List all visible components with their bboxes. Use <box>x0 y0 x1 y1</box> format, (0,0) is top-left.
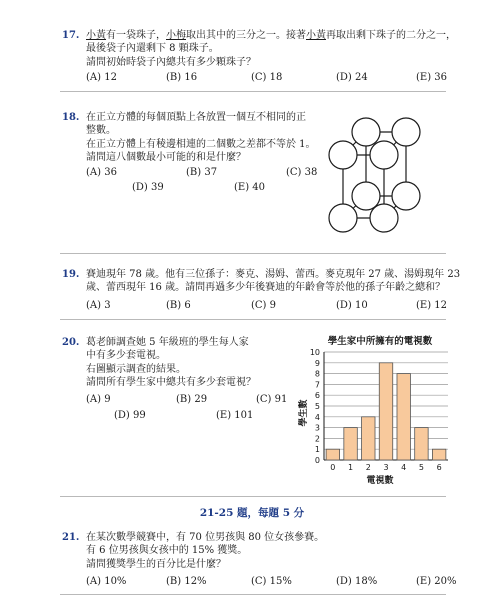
divider <box>60 91 446 92</box>
question-line: 葛老師調查她 5 年級班的學生每人家 <box>86 337 249 348</box>
question-text <box>86 268 460 295</box>
y-tick-label: 3 <box>314 423 320 433</box>
question-number: 20. <box>62 337 80 348</box>
option-e[interactable]: (E) 36 <box>416 72 448 83</box>
vertex-circle <box>392 182 420 210</box>
question-line: 整數。 <box>86 125 116 137</box>
y-tick-label: 5 <box>314 402 320 411</box>
x-tick-label: 4 <box>401 463 407 472</box>
option-c[interactable]: (C) 18 <box>251 72 283 83</box>
question-number: 17. <box>62 30 80 41</box>
option-a[interactable]: (A) 36 <box>86 167 117 178</box>
y-tick-label: 2 <box>314 434 320 444</box>
question-line: 有 6 位男孩與女孩中的 15% 獲獎。 <box>86 545 248 557</box>
vertex-circle <box>392 118 420 146</box>
option-d[interactable]: (D) 39 <box>132 182 164 193</box>
vertex-circle <box>329 204 357 232</box>
question-number: 18. <box>62 112 80 123</box>
question-text <box>86 336 256 390</box>
bar <box>362 417 375 460</box>
question-line: 右圖顯示調查的結果。 <box>86 363 186 375</box>
x-tick-label: 3 <box>383 463 389 472</box>
option-e[interactable]: (E) 40 <box>234 182 266 193</box>
bar <box>432 449 445 460</box>
chart-title: 學生家中所擁有的電視數 <box>327 336 433 347</box>
option-d[interactable]: (D) 18% <box>336 576 378 587</box>
option-b[interactable]: (B) 29 <box>176 394 208 405</box>
question-line: 請問初始時袋子內總共有多少顆珠子？ <box>86 56 256 68</box>
option-c[interactable]: (C) 9 <box>251 300 276 311</box>
option-c[interactable]: (C) 91 <box>256 394 288 405</box>
question-line: 請問這八個數最小可能的和是什麼？ <box>86 152 246 164</box>
x-tick-label: 6 <box>436 463 442 472</box>
chart-ylabel: 學生數 <box>299 399 309 427</box>
option-a[interactable]: (A) 10% <box>86 576 127 587</box>
bar <box>344 428 357 460</box>
option-e[interactable]: (E) 20% <box>416 576 457 587</box>
question-line: 請問獲獎學生的百分比是什麼？ <box>86 558 226 570</box>
x-tick-label: 2 <box>365 463 371 472</box>
bar <box>379 363 392 460</box>
bar <box>415 428 428 460</box>
x-tick-label: 0 <box>330 463 336 472</box>
option-a[interactable]: (A) 3 <box>86 300 111 311</box>
y-tick-label: 9 <box>314 358 320 368</box>
question-line: 中有多少套電視。 <box>86 350 166 362</box>
question-number: 19. <box>62 269 80 280</box>
question-line: 在某次數學競賽中，有 70 位男孩與 80 位女孩參賽。 <box>86 532 325 543</box>
option-d[interactable]: (D) 24 <box>336 72 368 83</box>
question-text <box>86 531 324 571</box>
tv-count-bar-chart <box>280 330 470 490</box>
divider <box>60 319 446 320</box>
x-tick-label: 5 <box>418 463 424 472</box>
question-line: 請問所有學生家中總共有多少套電視？ <box>86 377 256 389</box>
option-b[interactable]: (B) 16 <box>166 72 198 83</box>
vertex-circle <box>352 118 380 146</box>
option-a[interactable]: (A) 12 <box>86 72 117 83</box>
y-tick-label: 4 <box>314 412 320 422</box>
y-tick-label: 0 <box>314 456 320 465</box>
divider <box>60 253 446 254</box>
divider <box>60 594 446 595</box>
question-line: 最後袋子內還剩下 8 顆珠子。 <box>86 43 219 55</box>
option-b[interactable]: (B) 12% <box>166 576 207 587</box>
question-line: 賽迪現年 78 歲。他有三位孫子：麥克、湯姆、蕾西。麥克現年 27 歲、湯姆現年 23 <box>86 269 461 280</box>
y-tick-label: 10 <box>309 348 320 357</box>
option-e[interactable]: (E) 101 <box>216 410 254 421</box>
question-line: 小黃有一袋珠子，小梅取出其中的三分之一。接著小黃再取出剩下珠子的二分之一， <box>86 30 456 41</box>
y-tick-label: 6 <box>314 391 320 401</box>
section-header: 21-25 題，每題 5 分 <box>199 507 305 519</box>
divider <box>60 496 446 497</box>
question-line: 在正立方體上有稜邊相連的二個數之差都不等於 1。 <box>86 138 316 150</box>
vertex-circle <box>370 141 398 169</box>
question-text <box>86 29 456 69</box>
option-d[interactable]: (D) 99 <box>114 410 146 421</box>
question-line: 在正立方體的每個頂點上各放置一個互不相同的正 <box>86 112 306 123</box>
option-d[interactable]: (D) 10 <box>336 300 368 311</box>
option-c[interactable]: (C) 15% <box>251 576 292 587</box>
y-tick-label: 7 <box>314 380 320 390</box>
x-tick-label: 1 <box>348 463 354 472</box>
question-line: 歲、蕾西現年 16 歲。請問再過多少年後賽迪的年齡會等於他的孫子年齡之總和？ <box>86 282 446 294</box>
option-a[interactable]: (A) 9 <box>86 394 111 405</box>
y-tick-label: 1 <box>314 445 320 455</box>
bar <box>397 374 410 460</box>
bar <box>326 449 339 460</box>
y-tick-label: 8 <box>314 369 320 379</box>
vertex-circle <box>352 182 380 210</box>
vertex-circle <box>370 204 398 232</box>
option-e[interactable]: (E) 12 <box>416 300 448 311</box>
chart-xlabel: 電視數 <box>366 476 394 486</box>
option-b[interactable]: (B) 37 <box>186 167 218 178</box>
vertex-circle <box>329 141 357 169</box>
option-b[interactable]: (B) 6 <box>166 300 191 311</box>
option-c[interactable]: (C) 38 <box>286 167 318 178</box>
question-text <box>86 111 316 165</box>
question-number: 21. <box>62 532 80 543</box>
